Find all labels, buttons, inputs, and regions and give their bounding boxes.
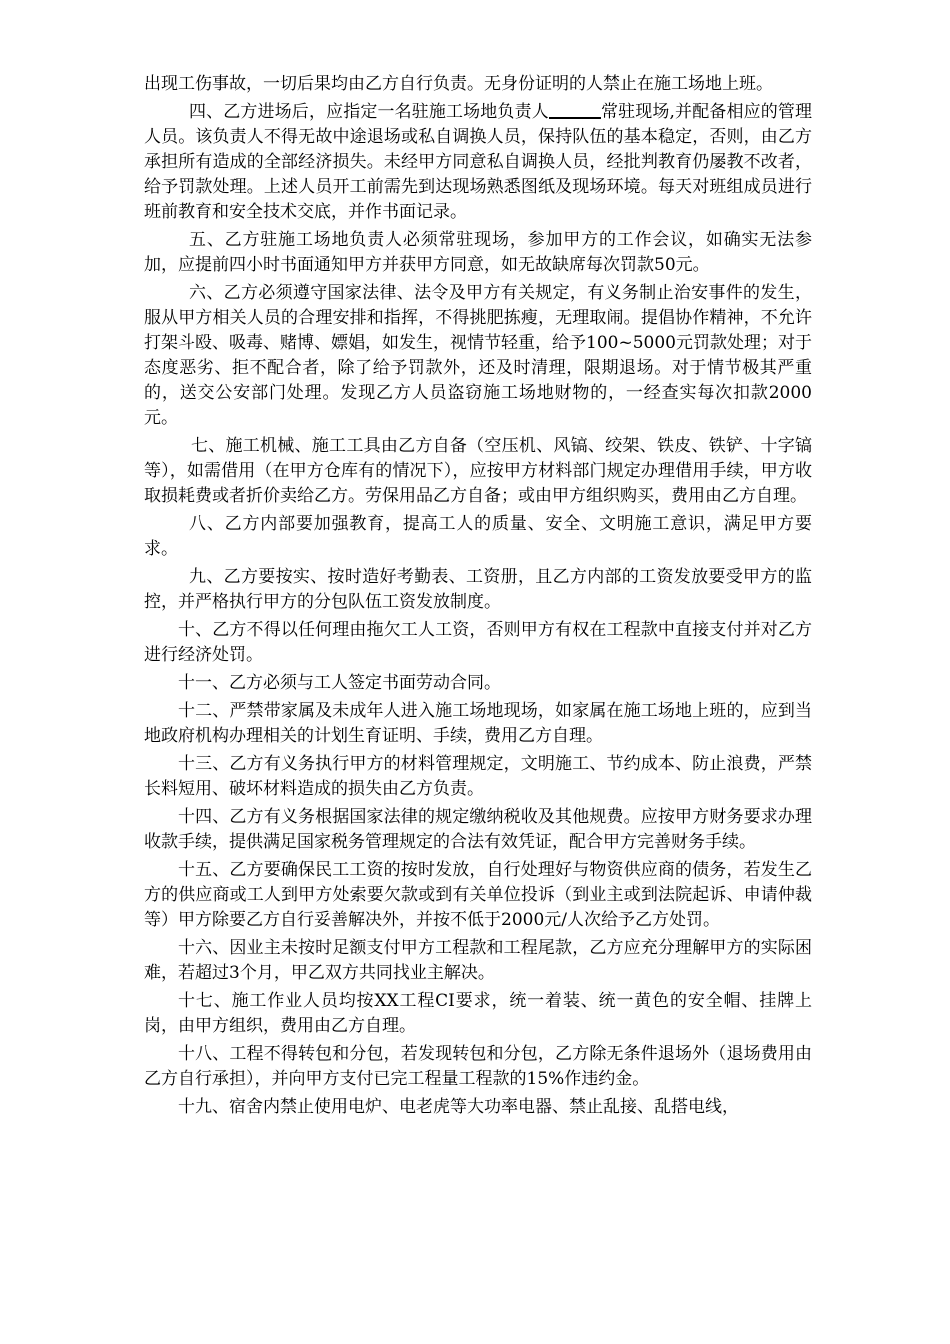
paragraph-12: 十二、严禁带家属及未成年人进入施工场地现场，如家属在施工场地上班的，应到当地政府机构办理相关的计划生育证明、手续，费用乙方自理。 xyxy=(144,701,812,746)
paragraph-9: 九、乙方要按实、按时造好考勤表、工资册，且乙方内部的工资发放要受甲方的监控，并严格执行甲方的分包队伍工资发放制度。 xyxy=(144,567,812,612)
paragraph-continued: 出现工伤事故，一切后果均由乙方自行负责。无身份证明的人禁止在施工场地上班。 xyxy=(144,74,773,94)
paragraph-11: 十一、乙方必须与工人签定书面劳动合同。 xyxy=(178,673,501,693)
paragraph-18: 十八、工程不得转包和分包，若发现转包和分包，乙方除无条件退场外（退场费用由乙方自行承担），并向甲方支付已完工程量工程款的15%作违约金。 xyxy=(144,1044,812,1089)
paragraph-6: 六、乙方必须遵守国家法律、法令及甲方有关规定，有义务制止治安事件的发生，服从甲方相关人员的合理安排和指挥，不得挑肥拣瘦，无理取闹。提倡协作精神，不允许打架斗殴、吸毒、赌博、嫖娼，如发生，视情节轻重，给予100~5000元罚款处理；对于态度恶劣、拒不配合者，除了给予罚款外，还及时清理，限期退场。对于情节极其严重的，送交公安部门处理。发现乙方人员盗窃施工场地财物的，一经查实每次扣款2000元。 xyxy=(144,283,812,428)
paragraph-10: 十、乙方不得以任何理由拖欠工人工资，否则甲方有权在工程款中直接支付并对乙方进行经济处罚。 xyxy=(144,620,812,665)
paragraph-5: 五、乙方驻施工场地负责人必须常驻现场，参加甲方的工作会议，如确实无法参加，应提前四小时书面通知甲方并获甲方同意，如无故缺席每次罚款50元。 xyxy=(144,230,812,275)
paragraph-17: 十七、施工作业人员均按XX工程CI要求，统一着装、统一黄色的安全帽、挂牌上岗，由甲方组织，费用由乙方自理。 xyxy=(144,991,812,1036)
blank-underline xyxy=(549,101,601,119)
paragraph-16: 十六、因业主未按时足额支付甲方工程款和工程尾款，乙方应充分理解甲方的实际困难，若超过3个月，甲乙双方共同找业主解决。 xyxy=(144,938,812,983)
paragraph-4: 四、乙方进场后，应指定一名驻施工场地负责人 常驻现场,并配备相应的管理人员。该负责人不得无故中途退场或私自调换人员，保持队伍的基本稳定，否则，由乙方承担所有造成的全部经济损失。未经甲方同意私自调换人员，经批判教育仍屡教不改者，给予罚款处理。上述人员开工前需先到达现场熟悉图纸及现场环境。每天对班组成员进行班前教育和安全技术交底，并作书面记录。 xyxy=(144,102,813,222)
paragraph-14: 十四、乙方有义务根据国家法律的规定缴纳税收及其他规费。应按甲方财务要求办理收款手续，提供满足国家税务管理规定的合法有效凭证，配合甲方完善财务手续。 xyxy=(144,807,812,852)
paragraph-7: 七、施工机械、施工工具由乙方自备（空压机、风镐、绞架、铁皮、铁铲、十字镐等），如需借用（在甲方仓库有的情况下），应按甲方材料部门规定办理借用手续，甲方收取损耗费或者折价卖给乙方。劳保用品乙方自备；或由甲方组织购买，费用由乙方自理。 xyxy=(144,436,812,506)
document-body xyxy=(144,72,812,1123)
paragraph-19: 十九、宿舍内禁止使用电炉、电老虎等大功率电器、禁止乱接、乱搭电线， xyxy=(178,1097,739,1117)
paragraph-8: 八、乙方内部要加强教育，提高工人的质量、安全、文明施工意识，满足甲方要求。 xyxy=(144,514,812,559)
paragraph-13: 十三、乙方有义务执行甲方的材料管理规定，文明施工、节约成本、防止浪费，严禁长料短用、破坏材料造成的损失由乙方负责。 xyxy=(144,754,812,799)
paragraph-15: 十五、乙方要确保民工工资的按时发放，自行处理好与物资供应商的债务，若发生乙方的供应商或工人到甲方处索要欠款或到有关单位投诉（到业主或到法院起诉、申请仲裁等）甲方除要乙方自行妥善解决外，并按不低于2000元/人次给予乙方处罚。 xyxy=(144,860,812,930)
